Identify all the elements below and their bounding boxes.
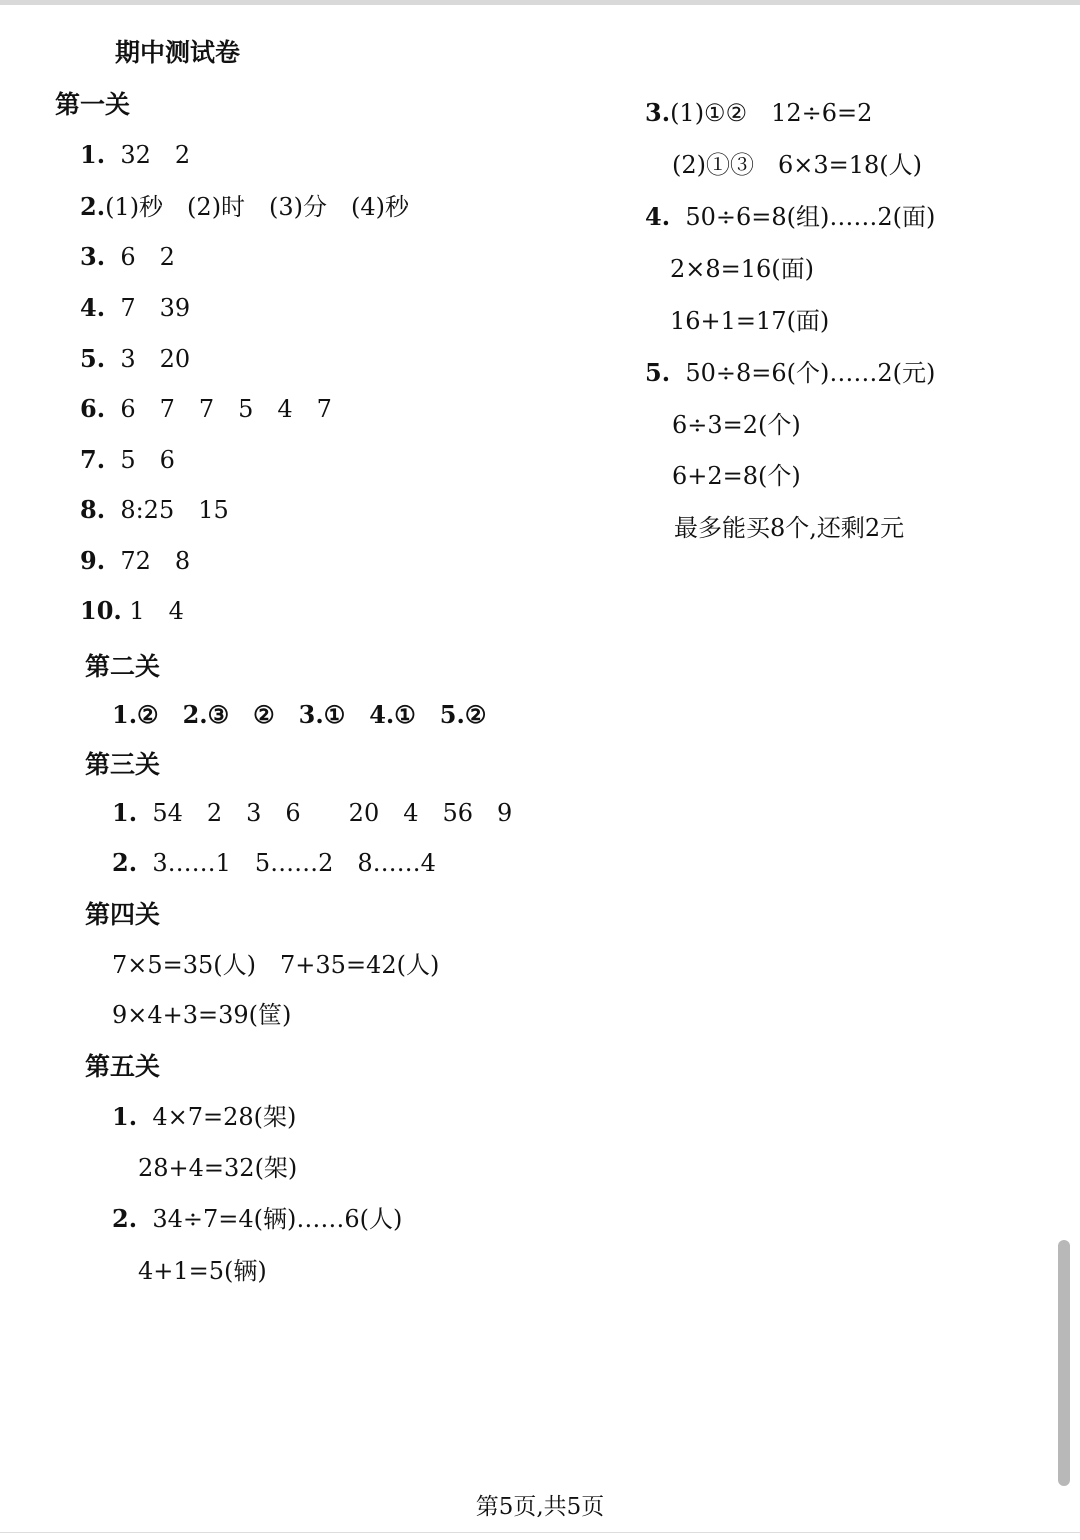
item-answer: 72 8 bbox=[120, 547, 191, 575]
answer-line bbox=[80, 394, 332, 424]
item-answer: 4×7=28(架) bbox=[152, 1103, 297, 1131]
item-number: 2. bbox=[112, 1204, 138, 1233]
answer-line bbox=[80, 192, 409, 222]
answer-line: 16+1=17(面) bbox=[670, 307, 830, 335]
item-answer: 8:25 15 bbox=[120, 496, 229, 524]
answer-line bbox=[80, 495, 229, 525]
item-number: 6. bbox=[80, 394, 106, 423]
item-answer: 34÷7=4(辆)……6(人) bbox=[152, 1205, 403, 1233]
item-number: 4. bbox=[80, 293, 106, 322]
item-number: 4. bbox=[645, 202, 671, 231]
section-heading-5: 第五关 bbox=[85, 1052, 161, 1081]
item-answer: 6 2 bbox=[120, 243, 175, 271]
item-answer: (1)①② 12÷6=2 bbox=[670, 99, 873, 127]
answer-line bbox=[80, 344, 190, 374]
answer-line bbox=[112, 848, 436, 878]
item-answer: 50÷6=8(组)……2(面) bbox=[685, 203, 936, 231]
section-heading-1: 第一关 bbox=[55, 90, 131, 119]
item-number: 7. bbox=[80, 445, 106, 474]
answer-line: (2)①③ 6×3=18(人) bbox=[672, 151, 923, 179]
item-number: 3. bbox=[80, 242, 106, 271]
answer-line: 2×8=16(面) bbox=[670, 255, 815, 283]
answer-line: 6+2=8(个) bbox=[672, 462, 801, 490]
answer-line bbox=[645, 358, 935, 388]
item-answer: 3……1 5……2 8……4 bbox=[152, 849, 436, 877]
item-number: 5. bbox=[80, 344, 106, 373]
item-number: 5. bbox=[645, 358, 671, 387]
item-answer: 5 6 bbox=[120, 446, 175, 474]
section-heading-4: 第四关 bbox=[85, 900, 161, 929]
answer-line: 6÷3=2(个) bbox=[672, 411, 801, 439]
item-answer: 54 2 3 6 20 4 56 9 bbox=[152, 799, 513, 827]
page-footer: 第5页,共5页 bbox=[475, 1494, 605, 1520]
answer-line bbox=[112, 1102, 296, 1132]
answer-line: 28+4=32(架) bbox=[138, 1154, 298, 1182]
item-answer: 7 39 bbox=[120, 294, 191, 322]
item-number: 9. bbox=[80, 546, 106, 575]
section-heading-2: 第二关 bbox=[85, 652, 161, 681]
answer-line bbox=[80, 445, 175, 475]
answer-line bbox=[645, 202, 935, 232]
answer-line bbox=[645, 98, 872, 128]
item-answer: (1)秒 (2)时 (3)分 (4)秒 bbox=[105, 193, 410, 221]
section-heading-3: 第三关 bbox=[85, 750, 161, 779]
item-answer: 1 4 bbox=[129, 597, 184, 625]
answer-line bbox=[80, 596, 184, 626]
page-title: 期中测试卷 bbox=[115, 38, 241, 67]
answer-line bbox=[80, 242, 175, 272]
answer-line: 7×5=35(人) 7+35=42(人) bbox=[112, 951, 440, 979]
item-number: 1. bbox=[112, 1102, 138, 1131]
item-number: 8. bbox=[80, 495, 106, 524]
item-number: 1. bbox=[80, 140, 106, 169]
scrollbar-thumb[interactable] bbox=[1058, 1240, 1070, 1486]
item-number: 2. bbox=[112, 848, 138, 877]
item-number: 1. bbox=[112, 798, 138, 827]
answer-line bbox=[112, 798, 512, 828]
item-answer: 32 2 bbox=[120, 141, 191, 169]
item-number: 10. bbox=[80, 596, 122, 625]
answer-line: 4+1=5(辆) bbox=[138, 1257, 267, 1285]
answer-line bbox=[80, 140, 190, 170]
answer-line bbox=[80, 546, 190, 576]
answer-line bbox=[112, 1204, 402, 1234]
item-answer: 3 20 bbox=[120, 345, 191, 373]
answer-line: 9×4+3=39(筐) bbox=[112, 1001, 292, 1029]
item-number: 3. bbox=[645, 98, 671, 127]
item-answer: 6 7 7 5 4 7 bbox=[120, 395, 332, 423]
item-number: 2. bbox=[80, 192, 106, 221]
item-answer: 50÷8=6(个)……2(元) bbox=[685, 359, 936, 387]
answer-line bbox=[80, 293, 190, 323]
bottom-divider bbox=[0, 1532, 1080, 1533]
answer-line: 1.② 2.③ ② 3.① 4.① 5.② bbox=[112, 700, 487, 729]
answer-conclusion: 最多能买8个,还剩2元 bbox=[674, 514, 905, 542]
